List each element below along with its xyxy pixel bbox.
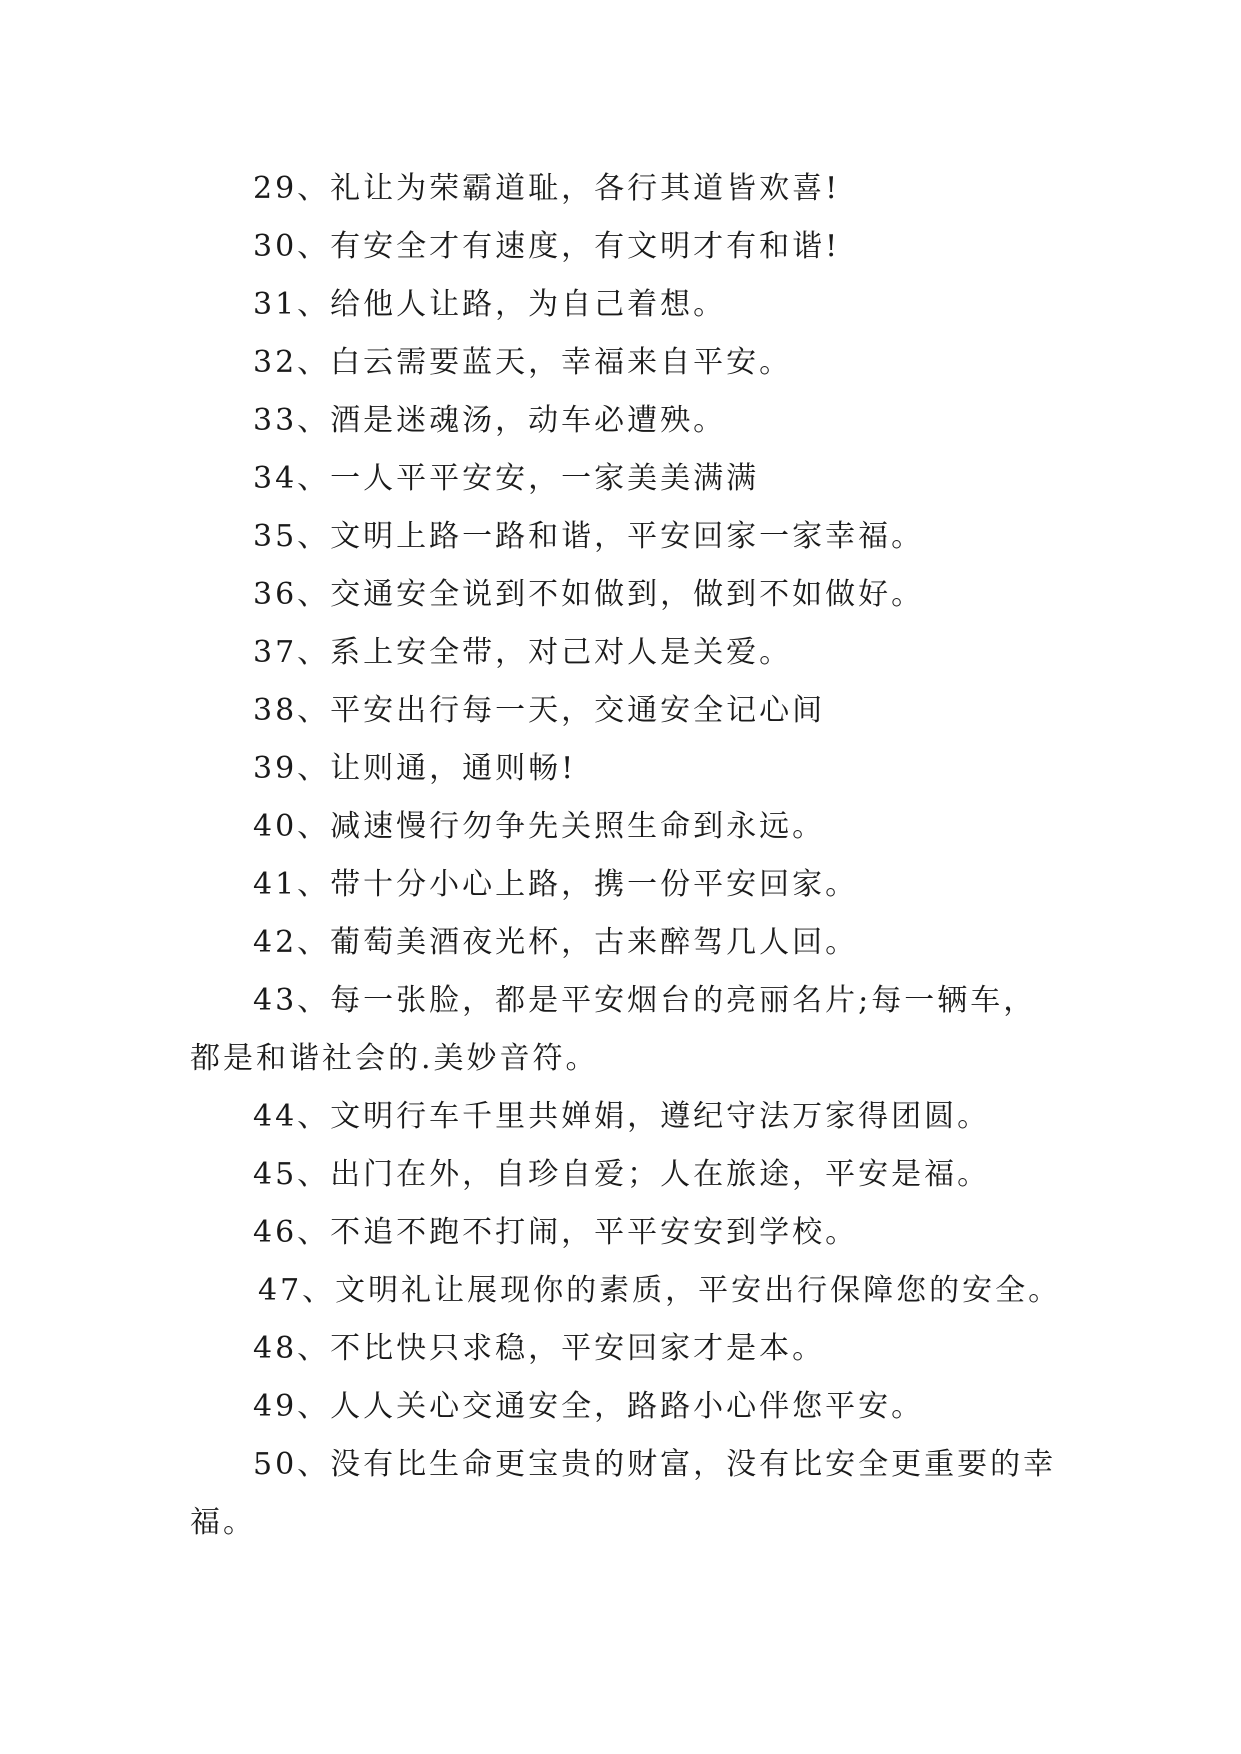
slogan-line-49: 49、人人关心交通安全，路路小心伴您平安。 bbox=[253, 1389, 925, 1424]
slogan-line-33: 33、酒是迷魂汤，动车必遭殃。 bbox=[253, 403, 727, 438]
slogan-line-47: 47、文明礼让展现你的素质，平安出行保障您的安全。 bbox=[258, 1273, 1062, 1308]
slogan-line-50: 50、没有比生命更宝贵的财富，没有比安全更重要的幸 bbox=[253, 1447, 1057, 1482]
slogan-line-43: 43、每一张脸，都是平安烟台的亮丽名片;每一辆车， bbox=[253, 983, 1037, 1018]
slogan-line-32: 32、白云需要蓝天，幸福来自平安。 bbox=[253, 345, 793, 380]
slogan-list bbox=[190, 160, 1070, 1552]
slogan-line-34: 34、一人平平安安，一家美美满满 bbox=[253, 461, 760, 496]
slogan-line-46: 46、不追不跑不打闹，平平安安到学校。 bbox=[253, 1215, 859, 1250]
slogan-line-45: 45、出门在外，自珍自爱；人在旅途，平安是福。 bbox=[253, 1157, 991, 1192]
slogan-line-37: 37、系上安全带，对己对人是关爱。 bbox=[253, 635, 793, 670]
slogan-line-50-continued: 福。 bbox=[190, 1505, 256, 1540]
slogan-line-40: 40、减速慢行勿争先关照生命到永远。 bbox=[253, 809, 826, 844]
slogan-line-35: 35、文明上路一路和谐，平安回家一家幸福。 bbox=[253, 519, 925, 554]
slogan-line-30: 30、有安全才有速度，有文明才有和谐! bbox=[253, 229, 841, 264]
slogan-line-38: 38、平安出行每一天，交通安全记心间 bbox=[253, 693, 826, 728]
slogan-line-31: 31、给他人让路，为自己着想。 bbox=[253, 287, 727, 322]
slogan-line-39: 39、让则通，通则畅! bbox=[253, 751, 577, 786]
slogan-line-36: 36、交通安全说到不如做到，做到不如做好。 bbox=[253, 577, 925, 612]
slogan-line-43-continued: 都是和谐社会的.美妙音符。 bbox=[190, 1041, 599, 1076]
slogan-line-42: 42、葡萄美酒夜光杯，古来醉驾几人回。 bbox=[253, 925, 859, 960]
slogan-line-48: 48、不比快只求稳，平安回家才是本。 bbox=[253, 1331, 826, 1366]
slogan-line-44: 44、文明行车千里共婵娟，遵纪守法万家得团圆。 bbox=[253, 1099, 991, 1134]
slogan-line-29: 29、礼让为荣霸道耻，各行其道皆欢喜! bbox=[253, 171, 841, 206]
slogan-line-41: 41、带十分小心上路，携一份平安回家。 bbox=[253, 867, 859, 902]
